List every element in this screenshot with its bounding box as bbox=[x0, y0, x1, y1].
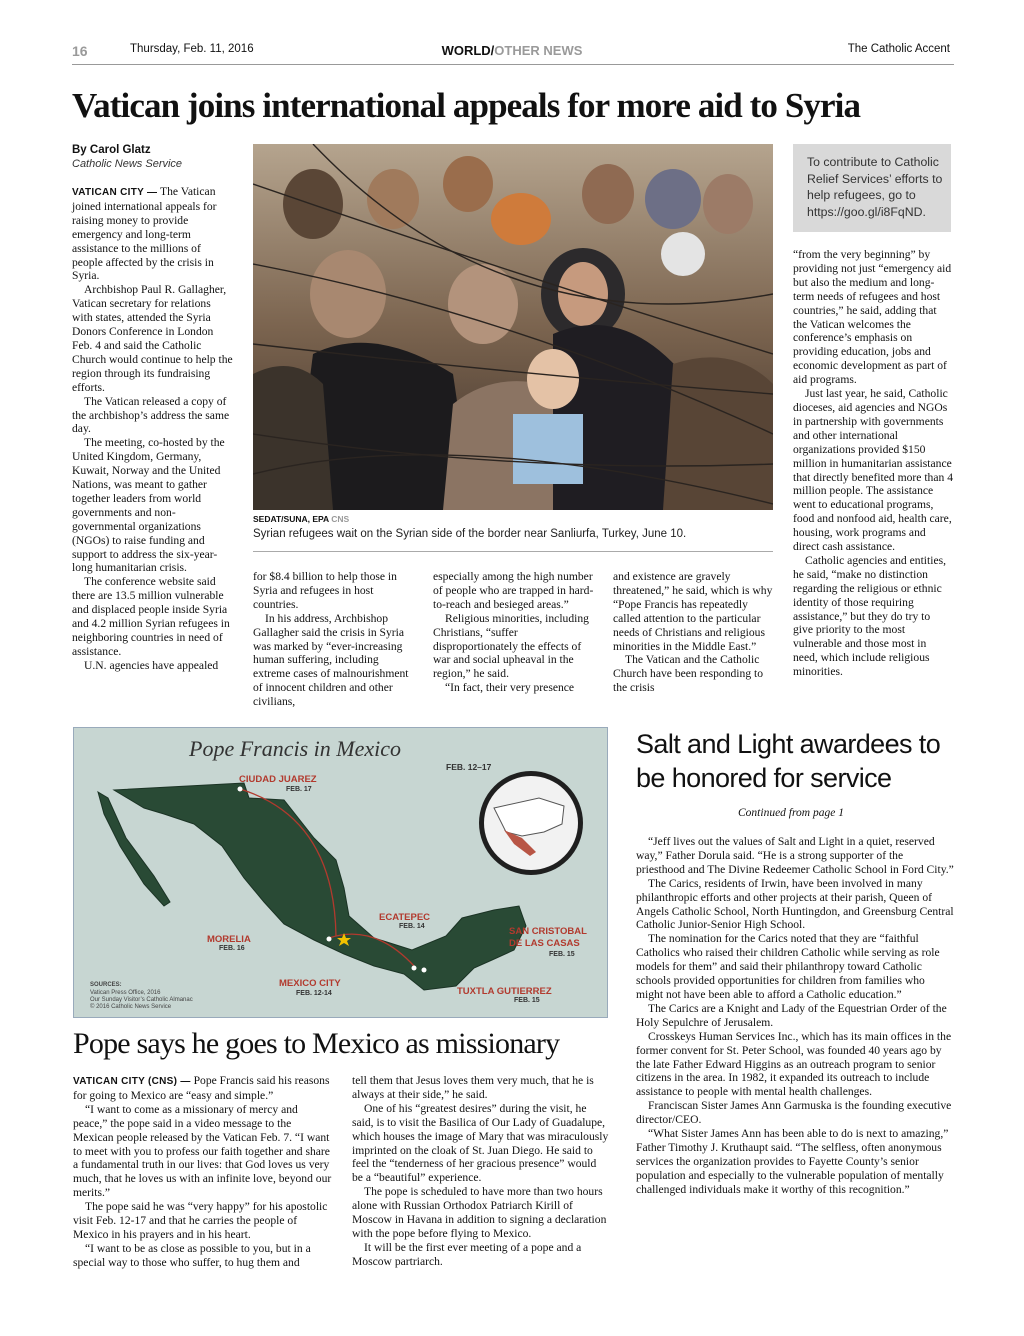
salt-paragraph: The nomination for the Carics noted that they are “faithful Catholics who raised their children Catholic while serving as role models for them” and said their philanthropy toward Catholic schools provided opportunities for children from families who might not have been able to afford a Catholic education.” bbox=[636, 932, 940, 1001]
city-morelia: MORELIA bbox=[207, 934, 251, 945]
photo-caption: Syrian refugees wait on the Syrian side of the border near Sanliurfa, Turkey, June 10. bbox=[253, 528, 687, 540]
section-other-news: OTHER NEWS bbox=[494, 43, 583, 58]
refugees-photo bbox=[253, 144, 773, 510]
dateline: VATICAN CITY — bbox=[72, 187, 158, 198]
salt-paragraph: The Carics are a Knight and Lady of the Equestrian Order of the Holy Sepulchre of Jerusalem. bbox=[636, 1001, 947, 1029]
paragraph-text: The Vatican joined international appeals for raising money to provide emergency and long-term assistance to the millions of people affected by the crisis in Syria. bbox=[72, 185, 217, 283]
pope-paragraph: One of his “greatest desires” during the visit, he said, is to visit the Basilica of Our Lady of Guadalupe, which houses the image of Mary that was miraculously imprinted on the cloak of St. Juan Diego. He said to feel the “tenderness of her gracious presence” would be a “beautiful” experience. bbox=[352, 1101, 609, 1185]
photo-credit bbox=[253, 514, 349, 524]
map-source-1: Vatican Press Office, 2016 bbox=[90, 990, 161, 996]
main-headline: Vatican joins international appeals for more aid to Syria bbox=[72, 86, 861, 125]
salt-paragraph: “What Sister James Ann has been able to do is next to amazing,” Father Timothy J. Kruthaupt said. “The selfless, often anonymous services the organization provides to Fayette County’s senior population and especially to the vulnerable population of mentally challenged individuals make it worthy of this recognition.” bbox=[636, 1127, 949, 1196]
section-world: WORLD/ bbox=[441, 43, 495, 58]
byline-agency: Catholic News Service bbox=[72, 158, 183, 170]
pope-paragraph: The pope is scheduled to have more than two hours alone with Russian Orthodox Patriarch Kirill of Moscow in Havana in addition to signing a declaration with the pope before flying to Mexico. bbox=[352, 1185, 607, 1240]
mexico-visit-map bbox=[73, 727, 608, 1018]
city-mexico-city: MEXICO CITY bbox=[279, 978, 341, 989]
main-story-col5 bbox=[793, 248, 953, 679]
pope-headline: Pope says he goes to Mexico as missionary bbox=[73, 1027, 560, 1060]
page-number: 16 bbox=[72, 43, 88, 59]
donation-info-box: To contribute to Catholic Relief Services’ efforts to help refugees, go to https://goo.gl/i8FqND. bbox=[793, 144, 951, 232]
salt-paragraph: Franciscan Sister James Ann Garmuska is the founding executive director/CEO. bbox=[636, 1099, 952, 1127]
city-tuxtla-gutierrez: TUXTLA GUTIERREZ bbox=[457, 986, 552, 997]
main-story-paragraph: for $8.4 billion to help those in Syria and refugees in host countries. bbox=[253, 570, 397, 611]
photo-credit-agency: CNS bbox=[331, 514, 350, 524]
main-story-paragraph: “from the very beginning” by providing not just “emergency aid but also the medium and long-term needs of refugees and host countries,” he said, adding that the Vatican welcomes the conference’s emphasis on providing education, jobs and economic development as part of aid programs. bbox=[793, 248, 952, 387]
main-story-paragraph: Just last year, he said, Catholic dioceses, aid agencies and NGOs in partnership with governments and other international organizations provided $150 million in humanitarian assistance that directly benefited more than 4 million people. The assistance went to educational programs, food and nonfood aid, health care, housing, work programs and direct cash assistance. bbox=[793, 387, 953, 554]
date-tuxtla-gutierrez: FEB. 15 bbox=[514, 997, 540, 1004]
main-story-col2 bbox=[253, 570, 415, 709]
city-ecatepec: ECATEPEC bbox=[379, 912, 431, 923]
date-ecatepec: FEB. 14 bbox=[399, 923, 425, 930]
main-story-paragraph: The Vatican and the Catholic Church have been responding to the crisis bbox=[613, 653, 764, 695]
salt-paragraph: Crosskeys Human Services Inc., which has its main offices in the former convent for St. Peter School, was founded 40 years ago by the late Father Edward Higgins as an outreach program to senior citizens in the area. In 1982, it expanded its outreach to include assistance to people with mental health challenges. bbox=[636, 1029, 952, 1099]
refugees-photo-illustration bbox=[253, 144, 773, 510]
mexico-map-graphic bbox=[74, 728, 608, 1018]
main-story-paragraph: Catholic agencies and entities, he said, “make no distinction regarding the religious or ethnic identity of those requiring assistance,” but they do try to give priority to the most vulnerable and those most in need, which include religious minorities. bbox=[793, 553, 947, 679]
pope-paragraph bbox=[73, 1074, 333, 1103]
pope-paragraph: The pope said he was “very happy” for his apostolic visit Feb. 12-17 and that he carries the people of Mexico in his prayers and in his heart. bbox=[73, 1200, 328, 1241]
photo-credit-name: SEDAT/SUNA, EPA bbox=[253, 514, 329, 524]
main-story-paragraph: Religious minorities, including Christians, “suffer disproportionately the effects of war and social upheaval in the region,” he said. bbox=[433, 611, 589, 681]
date-san-cristobal: FEB. 15 bbox=[549, 951, 575, 958]
continued-from-label: Continued from page 1 bbox=[738, 807, 844, 819]
salt-light-headline: Salt and Light awardees to be honored for service bbox=[636, 729, 941, 793]
main-story-paragraph: and existence are gravely threatened,” he said, which is why “Pope Francis has repeatedly called attention to the particular needs of Christians and religious minorities in the Middle East.” bbox=[613, 570, 773, 653]
main-story-paragraph: Archbishop Paul R. Gallagher, Vatican secretary for relations with states, attended the Syria Donors Conference in London Feb. 4 and said the Catholic Church would continue to help the region through its fundraising efforts. bbox=[72, 283, 233, 394]
main-story-col4 bbox=[613, 570, 775, 695]
salt-paragraph: “Jeff lives out the values of Salt and Light in a quiet, reserved way,” Father Dorula said. “He is a strong supporter of the priesthood and The Divine Redeemer Catholic School in Ford City.” bbox=[636, 835, 954, 876]
main-story-paragraph: U.N. agencies have appealed bbox=[84, 658, 219, 672]
main-story-paragraph: especially among the high number of people who are trapped in hard-to-reach and besieged areas.” bbox=[433, 570, 594, 611]
date-morelia: FEB. 16 bbox=[219, 945, 245, 952]
map-source-3: © 2016 Catholic News Service bbox=[90, 1004, 172, 1010]
pope-story-col2 bbox=[352, 1074, 610, 1269]
salt-paragraph: The Carics, residents of Irwin, have been involved in many philanthropic efforts and other projects at their parish, Queen of Angels Catholic School, North Huntingdon, and Greensburg Central Catholic Junior-Senior High School. bbox=[636, 876, 954, 932]
pope-story-col1 bbox=[73, 1074, 333, 1270]
main-story-paragraph: The Vatican released a copy of the archbishop’s address the same day. bbox=[72, 394, 230, 436]
main-story-paragraph: The conference website said there are 13.5 million vulnerable and displaced people inside Syria and 4.2 million Syrian refugees in neighboring countries in need of assistance. bbox=[72, 575, 230, 658]
publication-name: The Catholic Accent bbox=[847, 43, 950, 55]
issue-date: Thursday, Feb. 11, 2016 bbox=[130, 43, 254, 55]
main-story-paragraph: In his address, Archbishop Gallagher said the crisis in Syria was marked by “ever-increasing human suffering, including extreme cases of malnourishment of innocent children and other civilians, bbox=[253, 611, 409, 709]
map-dates: FEB. 12–17 bbox=[446, 762, 492, 772]
main-story-paragraph: The meeting, co-hosted by the United Kingdom, Germany, Kuwait, Norway and the United Nations, was meant to gather together leaders from world governments and non-governmental organizations (NGOs) to raise funding and support to address the six-year-long humanitarian crisis. bbox=[72, 436, 225, 575]
map-title: Pope Francis in Mexico bbox=[189, 736, 401, 761]
date-mexico-city: FEB. 12-14 bbox=[296, 990, 332, 997]
byline: By Carol Glatz bbox=[72, 144, 151, 156]
map-source-2: Our Sunday Visitor’s Catholic Almanac bbox=[90, 997, 193, 1003]
pope-paragraph: “I want to come as a missionary of mercy and peace,” the pope said in a video message to the Mexican people released by the Vatican Feb. 7. “I want to meet with you to profess our faith together and share a fundamental truth in our lives: that God loves us very much, that he loves us with an infinite love, beyond our merits.” bbox=[73, 1102, 332, 1200]
pope-paragraph: “I want to be as close as possible to you, but in a special way to those who suffer, to hug them and bbox=[73, 1241, 311, 1269]
paragraph-text: Pope Francis said his reasons for going to Mexico are “easy and simple.” bbox=[73, 1074, 330, 1102]
city-san-cristobal-line1: SAN CRISTOBAL bbox=[509, 926, 587, 937]
main-story-col1 bbox=[72, 185, 234, 673]
map-sources-label: SOURCES: bbox=[90, 982, 122, 988]
header-rule bbox=[72, 64, 954, 65]
city-ciudad-juarez: CIUDAD JUAREZ bbox=[239, 774, 317, 785]
main-story-col3 bbox=[433, 570, 595, 695]
dateline: VATICAN CITY (CNS) — bbox=[73, 1076, 191, 1087]
pope-paragraph: tell them that Jesus loves them very much, that he is always at their side,” he said. bbox=[352, 1074, 594, 1101]
date-ciudad-juarez: FEB. 17 bbox=[286, 786, 312, 793]
main-story-paragraph: “In fact, their very presence bbox=[445, 681, 575, 695]
pope-paragraph: It will be the first ever meeting of a pope and a Moscow partriarch. bbox=[352, 1240, 582, 1268]
caption-rule bbox=[253, 551, 773, 552]
salt-light-body bbox=[636, 835, 954, 1197]
main-story-paragraph bbox=[72, 185, 234, 283]
city-san-cristobal-line2: DE LAS CASAS bbox=[509, 938, 580, 949]
